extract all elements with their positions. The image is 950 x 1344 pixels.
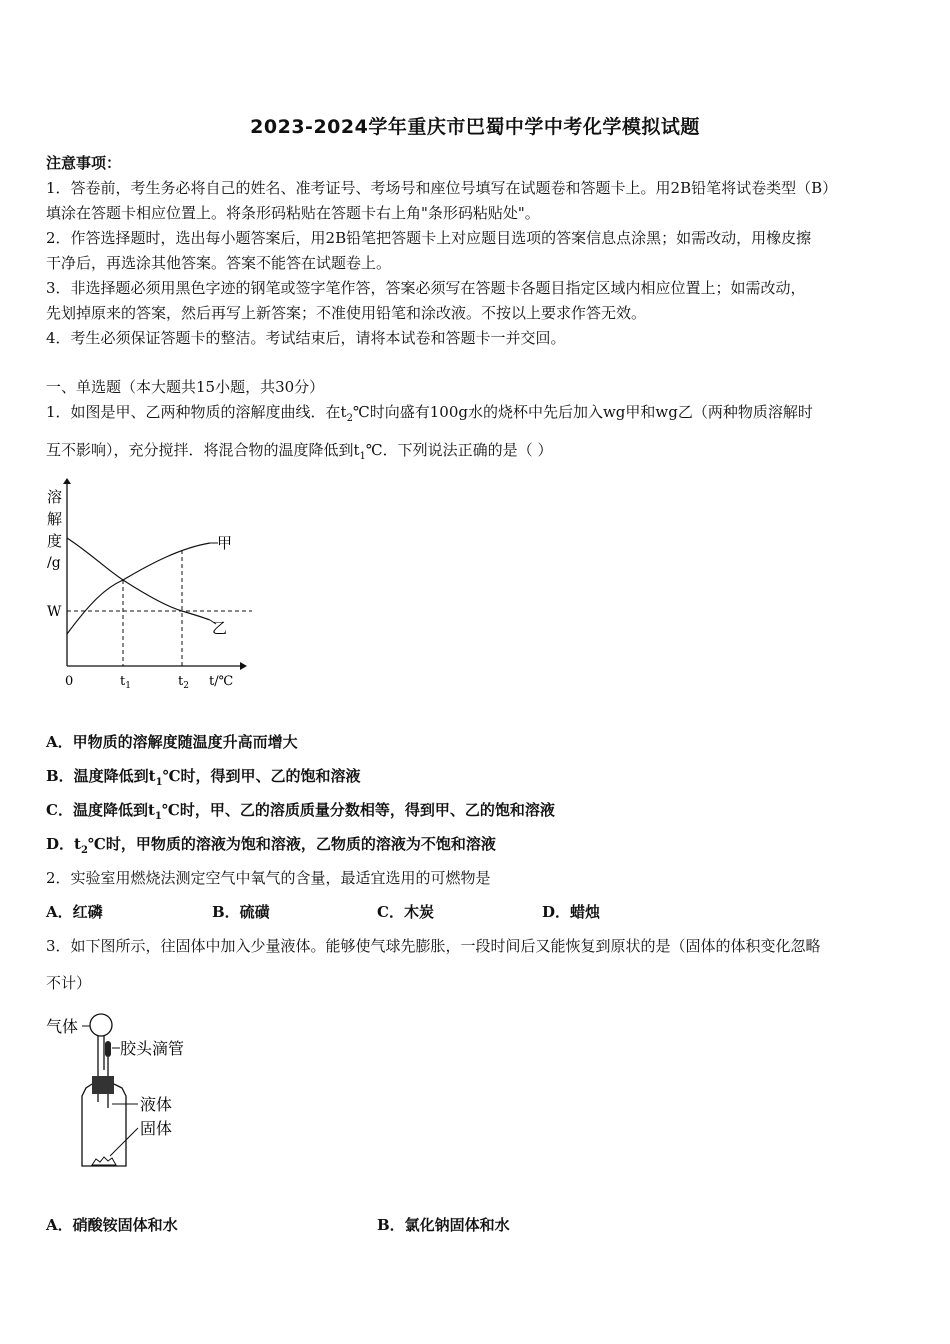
x-tick-t2-sub: 2	[183, 681, 189, 691]
x-tick-t2	[178, 674, 189, 691]
q1-stem-2b: ℃．下列说法正确的是（ ）	[365, 441, 553, 459]
series-jia-curve	[67, 543, 210, 634]
q1-stem-2-sub: 1	[359, 451, 366, 462]
y-axis-arrow	[63, 478, 71, 484]
q2-option-d[interactable]: D．蜡烛	[542, 903, 601, 921]
y-marker-w: W	[47, 604, 62, 620]
q1-option-b-2: ℃时，得到甲、乙的饱和溶液	[162, 767, 361, 785]
balloon	[90, 1014, 112, 1036]
solid-leader	[110, 1128, 138, 1156]
notice-line-2a: 2．作答选择题时，选出每小题答案后，用2B铅笔把答题卡上对应题目选项的答案信息点涂黑；如需改动，用橡皮擦	[46, 229, 812, 247]
y-axis-label-1: 溶	[47, 488, 63, 506]
solubility-chart	[40, 478, 260, 698]
q1-stem-1-sub: 2	[346, 413, 353, 424]
notice-line-3a: 3．非选择题必须用黑色字迹的钢笔或签字笔作答，答案必须写在答题卡各题目指定区域内相应位置上；如需改动，	[46, 279, 806, 297]
series-jia-label: 甲	[217, 534, 233, 552]
q1-stem-line-1	[46, 401, 813, 424]
page-title: 2023-2024学年重庆市巴蜀中学中考化学模拟试题	[250, 116, 700, 138]
q1-stem-2a: 互不影响），充分搅拌．将混合物的温度降低到t	[46, 441, 360, 459]
apparatus-diagram	[40, 1008, 230, 1178]
notice-line-1a: 1．答卷前，考生务必将自己的姓名、准考证号、考场号和座位号填写在试题卷和答题卡上。用2B铅笔将试卷类型（B）	[46, 179, 838, 197]
x-axis-label: t/℃	[209, 674, 234, 689]
q1-option-d-sub: 2	[80, 845, 88, 856]
x-tick-t1	[120, 674, 131, 691]
q1-option-b[interactable]	[46, 765, 361, 788]
y-axis-label-4: /g	[47, 555, 61, 571]
liquid-label: 液体	[140, 1095, 173, 1114]
y-axis-label-3: 度	[47, 532, 63, 550]
q1-stem-line-2	[46, 439, 552, 462]
q2-stem: 2．实验室用燃烧法测定空气中氧气的含量，最适宜选用的可燃物是	[46, 869, 491, 887]
x-tick-t1-main: t	[120, 674, 126, 689]
section-heading: 一、单选题（本大题共15小题，共30分）	[46, 378, 325, 396]
gas-label: 气体	[46, 1017, 79, 1036]
q1-stem-1a: 1．如图是甲、乙两种物质的溶解度曲线．在t	[46, 403, 347, 421]
q2-option-a[interactable]: A．红磷	[46, 903, 103, 921]
series-yi-label: 乙	[212, 619, 228, 637]
q2-option-b[interactable]: B．硫磺	[212, 903, 270, 921]
bottle	[82, 1084, 126, 1166]
origin-label: 0	[65, 674, 74, 689]
dropper-bulb	[105, 1041, 111, 1057]
q1-option-d-1: D．t	[46, 835, 81, 853]
q3-option-b[interactable]: B．氯化钠固体和水	[377, 1216, 510, 1234]
notice-line-4: 4．考生必须保证答题卡的整洁。考试结束后，请将本试卷和答题卡一并交回。	[46, 329, 566, 347]
q1-option-c-sub: 1	[154, 811, 162, 822]
dropper-label: 胶头滴管	[120, 1039, 185, 1058]
q1-option-d[interactable]	[46, 833, 496, 856]
notice-line-1b: 填涂在答题卡相应位置上。将条形码粘贴在答题卡右上角"条形码粘贴处"。	[46, 204, 540, 222]
notice-line-3b: 先划掉原来的答案，然后再写上新答案；不准使用铅笔和涂改液。不按以上要求作答无效。	[46, 304, 647, 322]
x-axis-arrow	[240, 662, 247, 670]
solid-label: 固体	[140, 1119, 173, 1138]
q1-stem-1b: ℃时向盛有100g水的烧杯中先后加入wg甲和wg乙（两种物质溶解时	[352, 403, 813, 421]
q3-stem-line-2: 不计）	[46, 974, 92, 992]
q3-option-a[interactable]: A．硝酸铵固体和水	[46, 1216, 178, 1234]
y-axis-label-2: 解	[47, 510, 63, 528]
notice-line-2b: 干净后，再选涂其他答案。答案不能答在试题卷上。	[46, 254, 392, 272]
x-tick-t1-sub: 1	[125, 681, 131, 691]
q3-stem-line-1: 3．如下图所示，往固体中加入少量液体。能够使气球先膨胀，一段时间后又能恢复到原状的是（固体的体积变化忽略	[46, 937, 821, 955]
q1-option-a[interactable]: A．甲物质的溶解度随温度升高而增大	[46, 733, 298, 751]
q1-option-c-2: ℃时，甲、乙的溶质质量分数相等，得到甲、乙的饱和溶液	[161, 801, 555, 819]
q1-option-c-1: C．温度降低到t	[46, 801, 155, 819]
notice-heading: 注意事项：	[46, 154, 122, 172]
stopper	[92, 1076, 114, 1094]
x-tick-t2-main: t	[178, 674, 184, 689]
q1-option-b-sub: 1	[155, 777, 163, 788]
q1-option-d-2: ℃时，甲物质的溶液为饱和溶液，乙物质的溶液为不饱和溶液	[87, 835, 496, 853]
q1-option-c[interactable]	[46, 799, 555, 822]
q2-option-c[interactable]: C．木炭	[377, 903, 434, 921]
q1-option-b-1: B．温度降低到t	[46, 767, 156, 785]
solid-pile	[92, 1157, 116, 1165]
